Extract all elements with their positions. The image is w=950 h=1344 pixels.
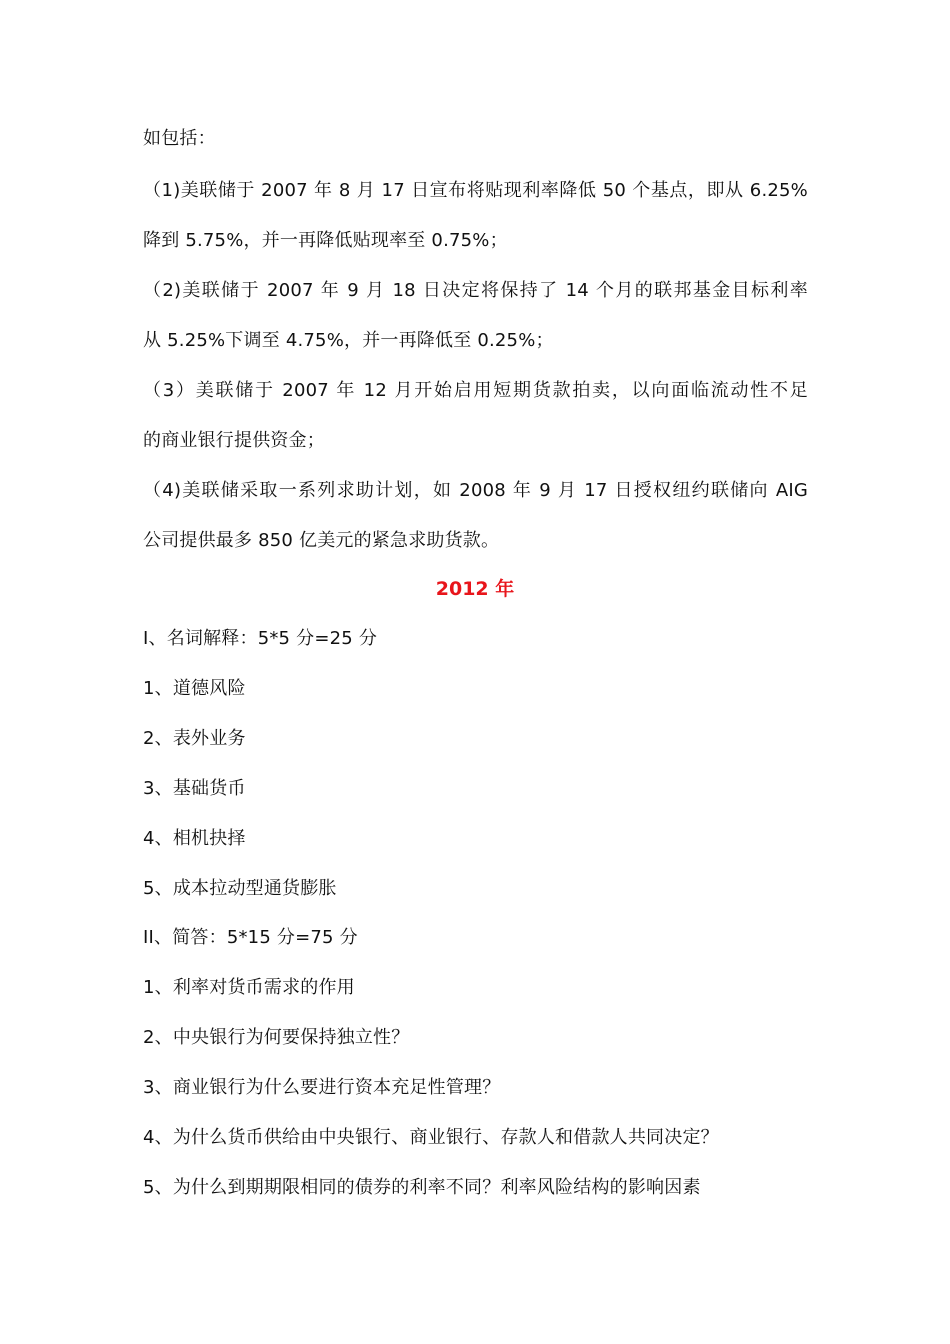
measure-1-line-2: 降到 5.75%，并一再降低贴现率至 0.75%； — [143, 230, 508, 251]
measure-3-line-1: （3）美联储于 2007 年 12 月开始启用短期货款拍卖，以向面临流动性不足 — [143, 380, 808, 401]
measure-3-line-2: 的商业银行提供资金； — [143, 430, 325, 451]
section-1-item-1: 1、道德风险 — [143, 678, 246, 699]
measure-2-line-1: （2)美联储于 2007 年 9 月 18 日决定将保持了 14 个月的联邦基金目标利率 — [143, 280, 808, 301]
section-1-item-5: 5、成本拉动型通货膨胀 — [143, 878, 337, 899]
section-2-item-5: 5、为什么到期期限相同的债券的利率不同？利率风险结构的影响因素 — [143, 1177, 701, 1198]
section-2-item-2: 2、中央银行为何要保持独立性？ — [143, 1027, 410, 1048]
section-2-item-3: 3、商业银行为什么要进行资本充足性管理？ — [143, 1077, 501, 1098]
section-1-title: I、名词解释：5*5 分=25 分 — [143, 628, 378, 649]
measure-2-line-2: 从 5.25%下调至 4.75%，并一再降低至 0.25%； — [143, 330, 554, 351]
section-2-item-4: 4、为什么货币供给由中央银行、商业银行、存款人和借款人共同决定？ — [143, 1127, 719, 1148]
section-2-item-1: 1、利率对货币需求的作用 — [143, 977, 355, 998]
measure-1-line-1: （1)美联储于 2007 年 8 月 17 日宣布将贴现利率降低 50 个基点，即从 6.25% — [143, 180, 808, 201]
section-2-title: II、简答：5*15 分=75 分 — [143, 927, 358, 948]
section-1-item-2: 2、表外业务 — [143, 728, 246, 749]
section-1-item-3: 3、基础货币 — [143, 778, 246, 799]
measure-4-line-1: （4)美联储采取一系列求助计划，如 2008 年 9 月 17 日授权纽约联储向 AIG — [143, 480, 808, 501]
measure-4-line-2: 公司提供最多 850 亿美元的紧急求助货款。 — [143, 530, 500, 551]
year-heading: 2012 年 — [435, 578, 515, 600]
intro-text: 如包括： — [143, 128, 216, 149]
section-1-item-4: 4、相机抉择 — [143, 828, 246, 849]
